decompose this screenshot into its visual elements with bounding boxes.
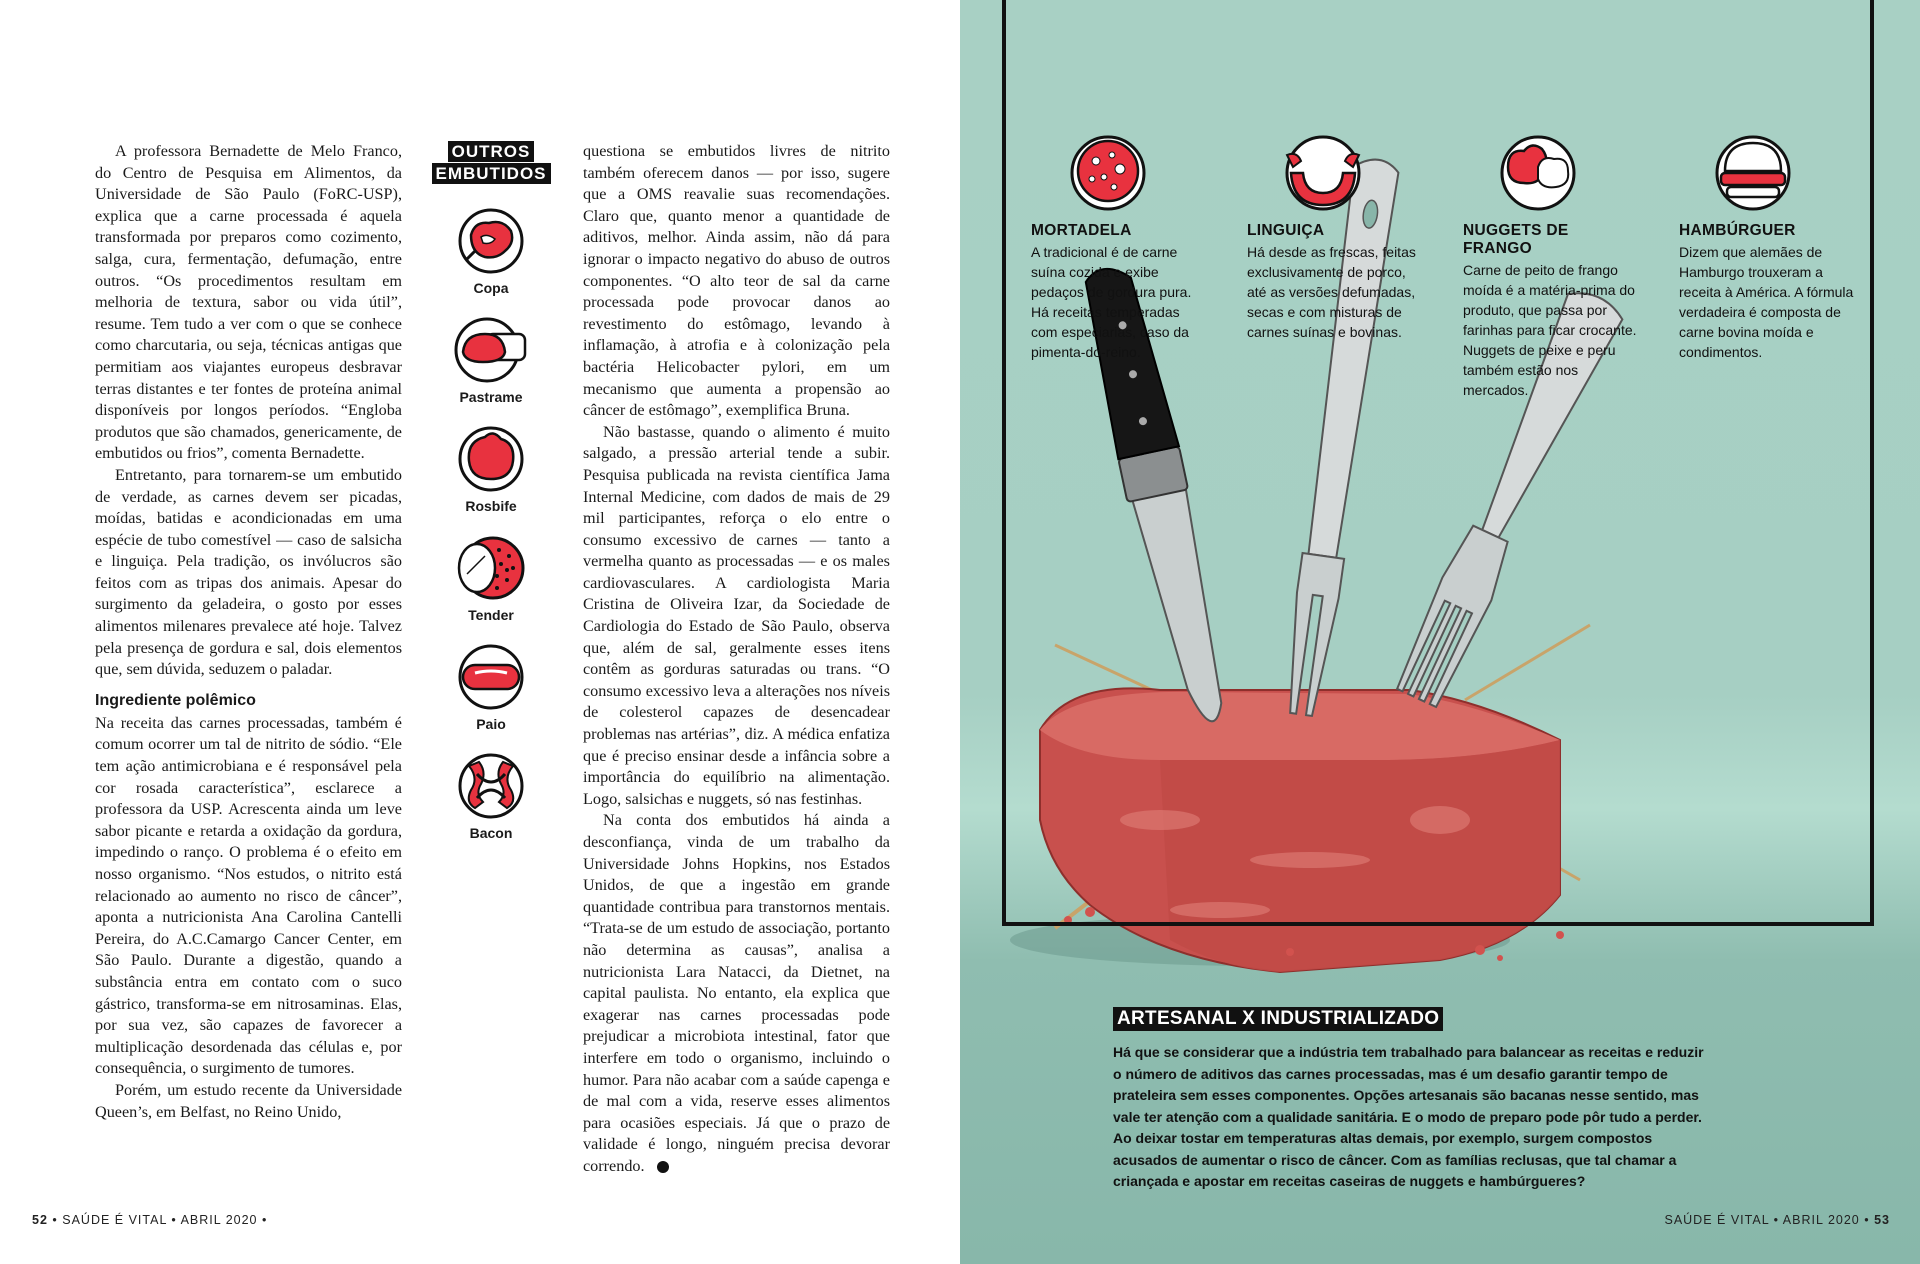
sidebar-item-label: Rosbife	[465, 498, 517, 514]
end-mark-icon	[657, 1161, 669, 1173]
bacon-icon	[457, 752, 525, 820]
sidebar-item-tender	[428, 534, 554, 623]
category-hamburguer: HAMBÚRGUER Dizem que alemães de Hamburgo trouxeram a receita à América. A fórmula verdadeira é composta de carne bovina moída e condimentos.	[1679, 222, 1854, 360]
paragraph: questiona se embutidos livres de nitrito também oferecem danos — por isso, sugere que a OMS reavalie suas recomendações. Claro que, quanto menor a quantidade de aditivos, melhor. Ainda assim, não dá para ignorar o impacto negativo do abuso de outros componentes. “O alto teor de sal da carne processada pode provocar danos ao revestimento do estômago, levando à inflamação, à atrofia e à colonização pela bactéria Helicobacter pylori, em um mecanismo que aumenta a propensão ao câncer de estômago”, exemplifica Bruna.	[583, 142, 890, 420]
sidebar-item-label: Bacon	[469, 825, 513, 841]
sidebar-item-paio	[428, 643, 554, 732]
sidebar-other-embutidos	[428, 141, 554, 841]
sausage-icon	[1283, 133, 1363, 213]
nuggets-icon	[1498, 133, 1578, 213]
paragraph: Porém, um estudo recente da Universidade Queen’s, em Belfast, no Reino Unido,	[95, 1080, 402, 1121]
sidebar-item-label: Paio	[476, 716, 506, 732]
paragraph: Na conta dos embutidos há ainda a desconfiança, vinda de um trabalho da Universidade Johns Hopkins, nos Estados Unidos, de que a ingestão em grande quantidade contribua para transtornos mentais. “Trata-se de um estudo de associação, portanto não determina as causas”, analisa a nutricionista Lara Natacci, da Dietnet, na capital paulista. No entanto, ela explica que exagerar nas carnes processadas pode prejudicar a microbiota intestinal, fator que interfere em todo o organismo, incluindo o humor. Para não acabar com a saúde capenga e de mal com a vida, reserve esses alimentos para ocasiões especiais. Já que o prazo de validade é longo, ninguém precisa devorar correndo.	[583, 811, 890, 1175]
folio-left: 52 • SAÚDE É VITAL • ABRIL 2020 •	[32, 1213, 268, 1227]
sidebar-title: OUTROS EMBUTIDOS	[428, 141, 554, 185]
burger-icon	[1713, 133, 1793, 213]
subheading: Ingrediente polêmico	[95, 691, 256, 709]
category-mortadela: MORTADELA A tradicional é de carne suína cozida e exibe pedaços de gordura pura. Há receitas temperadas com especiarias, caso da pimenta-do-reino.	[1031, 222, 1192, 360]
sidebar-item-copa	[428, 207, 554, 296]
box-text: Há que se considerar que a indústria tem trabalhado para balancear as receitas e reduzir o número de aditivos das carnes processadas, mas é um desafio garantir tempo de prateleira sem esses componentes. Opções artesanais são bacanas nesse sentido, mas vale ter atenção com a qualidade sanitária. E o modo de preparo pode pôr tudo a perder. Ao deixar tostar em temperaturas altas demais, por exemplo, surgem compostos acusados de aumentar o risco de câncer. Com as famílias reclusas, que tal chamar a criançada e apostar em receitas caseiras de nuggets e hambúrgueres?	[1113, 1044, 1704, 1189]
sausage-icon	[457, 643, 525, 711]
box-title: ARTESANAL X INDUSTRIALIZADO	[1113, 1007, 1443, 1031]
text-column-left	[95, 141, 402, 1123]
paragraph: Não bastasse, quando o alimento é muito salgado, a pressão arterial tende a subir. Pesquisa publicada na revista científica Jama Internal Medicine, com dados de mais de 29 mil participantes, reforça o elo entre o consumo excessivo de carnes — tanto a vermelha quanto as processadas — e os males cardiovasculares. A cardiologista Maria Cristina de Oliveira Izar, da Sociedade de Cardiologia do Estado de São Paulo, observa que, além de sal, geralmente esses itens contêm as gorduras saturadas ou trans. “O consumo excessivo leva a alterações nos níveis de colesterol capazes de desencadear problemas nas artérias”, diz. A médica enfatiza que é preciso ensinar desde a infância sobre a importância do equilíbrio na alimentação. Logo, salsichas e nuggets, só nas festinhas.	[583, 422, 890, 808]
ham-icon	[453, 534, 529, 602]
mortadela-icon	[1068, 133, 1148, 213]
paragraph: A professora Bernadette de Melo Franco, do Centro de Pesquisa em Alimentos, da Universidade de São Paulo (FoRC-USP), explica que a carne processada é aquela transformada por preparos como cozimento, salga, cura, fermentação, defumação, entre outros. “Os procedimentos resultam em melhoria de textura, sabor ou vida útil”, resume. Tem tudo a ver com o que se conhece como charcutaria, ou seja, técnicas antigas que permitiam aos viajantes europeus desbravar terras distantes e ter fontes de proteína animal disponíveis por longos períodos. “Engloba produtos que são chamados, genericamente, de embutidos ou frios”, comenta Bernadette.	[95, 142, 402, 463]
category-nuggets: NUGGETS DE FRANGO Carne de peito de frango moída é a matéria-prima do produto, que passa por farinhas para ficar crocante. Nuggets de peixe e peru também estão nos mercados.	[1463, 222, 1637, 398]
paragraph: Na receita das carnes processadas, também é comum ocorrer um tal de nitrito de sódio. “Ele tem ação antimicrobiana e é responsável pela cor rosada característica”, esclarece a professora da USP. Acrescenta ainda um leve sabor picante e retarda a oxidação da gordura, impedindo o ranço. O problema é o efeito em nosso organismo. “Nos estudos, o nitrito está relacionado ao aumento no risco de câncer”, aponta a nutricionista Ana Carolina Cantelli Pereira, do A.C.Camargo Cancer Center, em São Paulo. Durante a digestão, quando a substância entra em contato com o suco gástrico, transforma-se em nitrosaminas. Elas, por sua vez, são capazes de favorecer a multiplicação desordenada das células e, por consequência, o surgimento de tumores.	[95, 713, 402, 1078]
roast-beef-icon	[457, 425, 525, 493]
copa-icon	[457, 207, 525, 275]
sidebar-item-rosbife	[428, 425, 554, 514]
sidebar-item-label: Copa	[473, 280, 509, 296]
right-page	[960, 0, 1920, 1264]
paragraph: Entretanto, para tornarem-se um embutido de verdade, as carnes devem ser picadas, moídas, batidas e acondicionadas em uma espécie de tubo comestível — caso de salsicha e linguiça. Pela tradição, os invólucros são feitos com as tripas dos animais. Apesar do surgimento da geladeira, o gosto por esses alimentos milenares prevalece até hoje. Talvez pela presença de gordura e sal, dois elementos que, sem dúvida, seduzem o paladar.	[95, 465, 402, 679]
sidebar-item-bacon	[428, 752, 554, 841]
pastrami-icon	[453, 316, 529, 384]
text-column-right	[583, 141, 890, 1178]
sidebar-item-pastrame	[428, 316, 554, 405]
sidebar-item-label: Pastrame	[459, 389, 523, 405]
category-linguica: LINGUIÇA Há desde as frescas, feitas exclusivamente de porco, até as versões defumadas, secas e com misturas de carnes suínas e bovinas.	[1247, 222, 1416, 340]
sidebar-item-label: Tender	[468, 607, 514, 623]
folio-right: SAÚDE É VITAL • ABRIL 2020 • 53	[1664, 1213, 1890, 1227]
